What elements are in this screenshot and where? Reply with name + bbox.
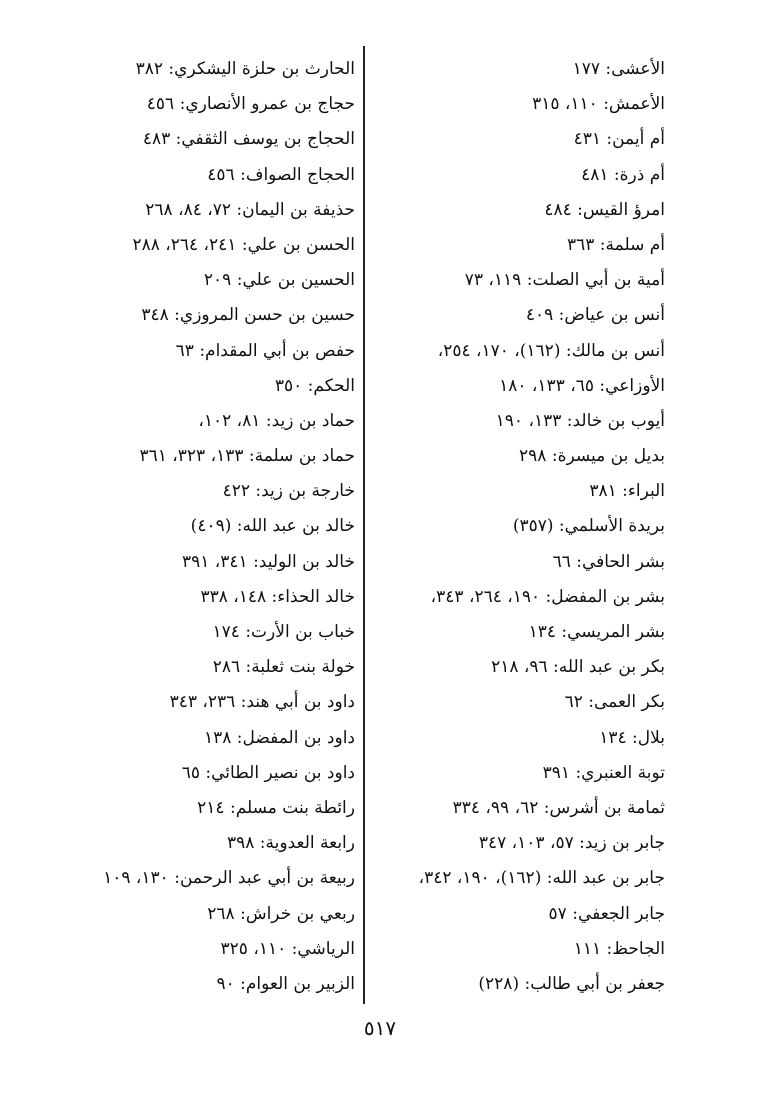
index-entry: بكر العمى: ٦٢ (564, 692, 665, 713)
index-entry: بلال: ١٣٤ (599, 727, 665, 748)
column-divider (363, 46, 365, 1004)
index-entry: أنس بن عياض: ٤٠٩ (525, 305, 665, 326)
index-entry: أنس بن مالك: (١٦٢)، ١٧٠، ٢٥٤، (437, 340, 665, 361)
index-entry: بشر المريسي: ١٣٤ (528, 622, 665, 642)
index-entry: جابر بن عبد الله: (١٦٢)، ١٩٠، ٣٤٢، (418, 868, 665, 889)
index-entry: الحسين بن علي: ٢٠٩ (203, 270, 355, 291)
index-entry: جابر بن زيد: ٥٧، ١٠٣، ٣٤٧ (478, 833, 665, 854)
index-entry: داود بن أبي هند: ٢٣٦، ٣٤٣ (169, 692, 355, 713)
index-entry: بكر بن عبد الله: ٩٦، ٢١٨ (491, 657, 665, 678)
index-entry: أم ذرة: ٤٨١ (581, 164, 665, 185)
index-entry: امرؤ القيس: ٤٨٤ (544, 199, 665, 220)
index-entry: بريدة الأسلمي: (٣٥٧) (512, 516, 665, 537)
index-entry: ثمامة بن أشرس: ٦٢، ٩٩، ٣٣٤ (452, 797, 665, 818)
index-entry: رائطة بنت مسلم: ٢١٤ (197, 797, 355, 818)
index-entry: حماد بن زيد: ٨١، ١٠٢، (198, 410, 355, 431)
index-entry: خباب بن الأرت: ١٧٤ (212, 622, 355, 642)
index-entry: خالد بن عبد الله: (٤٠٩) (190, 516, 355, 537)
index-entry: خولة بنت ثعلبة: ٢٨٦ (212, 657, 355, 678)
index-entry: حجاج بن عمرو الأنصاري: ٤٥٦ (146, 94, 355, 115)
index-entry: الأعمش: ١١٠، ٣١٥ (532, 94, 665, 115)
index-entry: الحارث بن حلزة اليشكري: ٣٨٢ (135, 59, 355, 79)
index-entry: البراء: ٣٨١ (589, 481, 665, 502)
index-column-right (375, 52, 665, 1002)
index-entry: جابر الجعفي: ٥٧ (548, 903, 665, 924)
index-entry: الزبير بن العوام: ٩٠ (216, 973, 355, 994)
index-entry: حذيفة بن اليمان: ٧٢، ٨٤، ٢٦٨ (145, 199, 355, 220)
index-entry: خارجة بن زيد: ٤٢٢ (222, 481, 355, 502)
index-entry: أم سلمة: ٣٦٣ (566, 234, 665, 255)
index-entry: الجاحظ: ١١١ (573, 938, 665, 959)
index-entry: الرياشي: ١١٠، ٣٢٥ (220, 938, 355, 959)
index-entry: ربعي بن خراش: ٢٦٨ (207, 903, 355, 924)
index-entry: داود بن المفضل: ١٣٨ (203, 727, 355, 748)
index-entry: الحكم: ٣٥٠ (274, 375, 355, 396)
index-entry: خالد الحذاء: ١٤٨، ٣٣٨ (200, 586, 355, 607)
index-entry: بديل بن ميسرة: ٢٩٨ (519, 446, 665, 467)
index-entry: الحجاج بن يوسف الثقفي: ٤٨٣ (142, 129, 355, 150)
index-entry: الأوزاعي: ٦٥، ١٣٣، ١٨٠ (499, 375, 665, 396)
index-entry: داود بن نصير الطائي: ٦٥ (181, 762, 355, 783)
index-entry: بشر الحافي: ٦٦ (552, 551, 665, 572)
index-entry: حسين بن حسن المروزي: ٣٤٨ (141, 305, 355, 326)
index-entry: خالد بن الوليد: ٣٤١، ٣٩١ (181, 551, 355, 572)
index-entry: حفص بن أبي المقدام: ٦٣ (175, 340, 355, 361)
index-entry: توبة العنبري: ٣٩١ (542, 762, 665, 783)
index-entry: حماد بن سلمة: ١٣٣، ٣٢٣، ٣٦١ (139, 446, 355, 467)
index-column-left (55, 52, 355, 1002)
index-entry: أيوب بن خالد: ١٣٣، ١٩٠ (495, 410, 665, 431)
index-entry: ربيعة بن أبي عبد الرحمن: ١٣٠، ١٠٩ (103, 868, 355, 889)
index-entry: الحسن بن علي: ٢٤١، ٢٦٤، ٢٨٨ (132, 234, 355, 255)
index-entry: جعفر بن أبي طالب: (٢٢٨) (478, 973, 665, 994)
index-entry: الأعشى: ١٧٧ (572, 59, 665, 79)
index-entry: أم أيمن: ٤٣١ (573, 129, 665, 150)
page-number: ٥١٧ (363, 1016, 397, 1040)
index-entry: الحجاج الصواف: ٤٥٦ (207, 164, 355, 185)
index-entry: أمية بن أبي الصلت: ١١٩، ٧٣ (464, 270, 665, 291)
index-entry: بشر بن المفضل: ١٩٠، ٢٦٤، ٣٤٣، (430, 586, 665, 607)
index-entry: رابعة العدوية: ٣٩٨ (226, 833, 355, 854)
